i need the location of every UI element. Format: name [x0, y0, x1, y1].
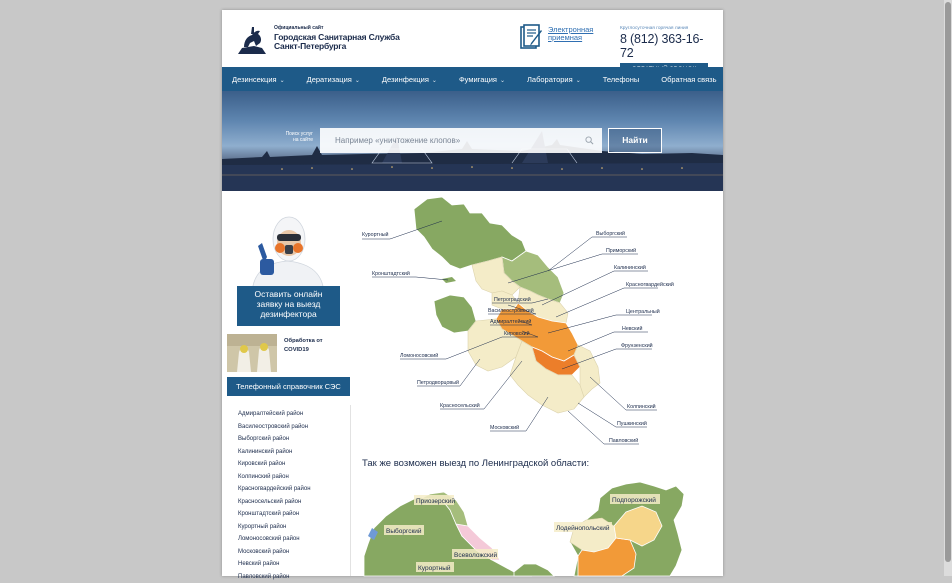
chevron-down-icon[interactable]: ⌄ — [355, 78, 360, 84]
scrollbar-thumb[interactable] — [945, 2, 951, 562]
logo-title-line2: Санкт-Петербурга — [274, 42, 400, 51]
nav-item-label[interactable]: Лаборатория — [527, 75, 573, 84]
leningrad-oblast-map[interactable] — [364, 476, 694, 576]
disinfector-worker-image[interactable] — [232, 201, 342, 296]
phone-directory-button[interactable]: Телефонный справочник СЭС — [227, 377, 350, 396]
nav-item-0[interactable] — [232, 75, 285, 84]
e-reception-line2[interactable]: приемная — [548, 33, 582, 42]
sidebar-divider — [350, 405, 351, 576]
lo-region-south[interactable] — [514, 564, 554, 576]
covid-treatment-link[interactable] — [227, 334, 345, 372]
map-label-petrogradsky[interactable]: Петроградский — [494, 296, 531, 303]
district-link[interactable]: Московский район — [238, 546, 311, 559]
nav-item-label[interactable]: Фумигация — [459, 75, 497, 84]
e-reception-line1[interactable]: Электронная — [548, 25, 593, 34]
map-label-vasileostrovsky[interactable]: Василеостровский — [488, 307, 534, 314]
district-list — [238, 408, 311, 583]
search-hero-banner — [222, 91, 723, 191]
district-link[interactable]: Красносельский район — [238, 496, 311, 509]
logo-official-caption: Официальный сайт — [274, 26, 400, 31]
map-label-kronshtadtsky[interactable]: Кронштадтский — [372, 270, 410, 277]
lo-label-kurortny[interactable]: Курортный — [418, 564, 451, 572]
document-pen-icon — [520, 24, 544, 50]
map-label-frunzensky[interactable]: Фрунзенский — [621, 342, 653, 349]
chevron-down-icon[interactable]: ⌄ — [432, 78, 437, 84]
bronze-horseman-logo-icon[interactable] — [236, 24, 268, 56]
district-link[interactable]: Кронштадтский район — [238, 508, 311, 521]
nav-item-label[interactable]: Дезинфекция — [382, 75, 429, 84]
nav-item-3[interactable] — [459, 75, 505, 84]
nav-item-2[interactable] — [382, 75, 437, 84]
chevron-down-icon[interactable]: ⌄ — [500, 78, 505, 84]
map-label-lomonosovsky[interactable]: Ломоносовский — [400, 352, 438, 359]
nav-item-label[interactable]: Телефоны — [603, 75, 640, 84]
nav-item-1[interactable] — [307, 75, 360, 84]
map-label-vyborgsky[interactable]: Выборгский — [596, 230, 625, 237]
search-input[interactable] — [320, 128, 602, 153]
map-label-kurortny[interactable]: Курортный — [362, 231, 389, 238]
district-link[interactable]: Невский район — [238, 558, 311, 571]
hotline-phone[interactable]: 8 (812) 363-16-72 — [620, 32, 712, 60]
lo-label-priozersky[interactable]: Приозерский — [416, 497, 455, 505]
district-link[interactable]: Красногвардейский район — [238, 483, 311, 496]
site-logo-text[interactable] — [274, 26, 400, 50]
lo-label-lodeynopolsky[interactable]: Лодейнопольский — [556, 524, 610, 532]
covid-line2: COVID19 — [284, 347, 309, 353]
district-link[interactable]: Адмиралтейский район — [238, 408, 311, 421]
main-nav — [222, 67, 723, 91]
search-icon[interactable] — [585, 136, 594, 145]
map-label-pavlovsky[interactable]: Павловский — [609, 437, 638, 444]
map-label-nevsky[interactable]: Невский — [622, 325, 642, 332]
chevron-down-icon[interactable]: ⌄ — [576, 78, 581, 84]
map-region-lomonosovsky[interactable] — [434, 295, 476, 333]
map-label-kirovsky[interactable]: Кировский — [504, 330, 530, 337]
page-container — [222, 10, 723, 576]
district-link[interactable]: Калининский район — [238, 446, 311, 459]
page-scrollbar[interactable] — [944, 0, 952, 576]
district-link[interactable]: Колпинский район — [238, 471, 311, 484]
left-sidebar — [222, 191, 350, 576]
map-label-kalininsky[interactable]: Калининский — [614, 264, 646, 271]
spb-districts-map[interactable] — [352, 191, 723, 451]
chevron-down-icon[interactable]: ⌄ — [280, 78, 285, 84]
district-link[interactable]: Ломоносовский район — [238, 533, 311, 546]
covid-treatment-image[interactable] — [227, 334, 277, 372]
nav-item-label[interactable]: Обратная связь — [661, 75, 716, 84]
district-link[interactable]: Василеостровский район — [238, 421, 311, 434]
search-button[interactable]: Найти — [608, 128, 662, 153]
nav-item-6[interactable] — [661, 75, 716, 84]
covid-line1: Обработка от — [284, 338, 323, 344]
site-header — [222, 10, 723, 67]
map-label-krasnoselsky[interactable]: Красносельский — [440, 402, 480, 409]
nav-item-4[interactable] — [527, 75, 581, 84]
map-region-kurortny[interactable] — [414, 197, 526, 269]
lo-label-podporozhsky[interactable]: Подпорожский — [612, 496, 656, 504]
district-link[interactable]: Павловский район — [238, 571, 311, 583]
district-link[interactable]: Кировский район — [238, 458, 311, 471]
search-label: Поиск услуг на сайте — [280, 131, 313, 143]
map-label-primorsky[interactable]: Приморский — [606, 247, 636, 254]
nav-item-label[interactable]: Дезинсекция — [232, 75, 277, 84]
map-label-krasnogvardeysky[interactable]: Красногвардейский — [626, 281, 674, 288]
district-link[interactable]: Курортный район — [238, 521, 311, 534]
logo-title-line1: Городская Санитарная Служба — [274, 33, 400, 42]
map-label-moskovsky[interactable]: Московский — [490, 424, 519, 431]
nav-item-label[interactable]: Дератизация — [307, 75, 352, 84]
map-label-petrodvortsovy[interactable]: Петродворцовый — [417, 379, 459, 386]
lo-label-vyborgsky[interactable]: Выборгский — [386, 527, 422, 535]
lo-label-vsevolozhsky[interactable]: Всеволожский — [454, 551, 498, 559]
e-reception-link[interactable] — [520, 24, 610, 52]
order-disinfector-button[interactable]: Оставить онлайн заявку на выезд дезинфектора — [237, 286, 340, 326]
map-label-tsentralny[interactable]: Центральный — [626, 308, 660, 315]
main-content — [352, 191, 723, 576]
nav-item-5[interactable] — [603, 75, 640, 84]
map-label-pushkinsky[interactable]: Пушкинский — [617, 420, 647, 427]
district-link[interactable]: Выборгский район — [238, 433, 311, 446]
map-region-kronshtadtsky[interactable] — [442, 277, 456, 283]
hotline-caption: Круглосуточная горячая линия — [620, 26, 712, 31]
map-label-admiralteysky[interactable]: Адмиралтейский — [490, 318, 531, 325]
map-label-kolpinsky[interactable]: Колпинский — [627, 403, 656, 410]
search-placeholder: Например «уничтожение клопов» — [335, 136, 460, 145]
lo-section-title: Так же возможен выезд по Ленинградской области: — [362, 458, 589, 469]
